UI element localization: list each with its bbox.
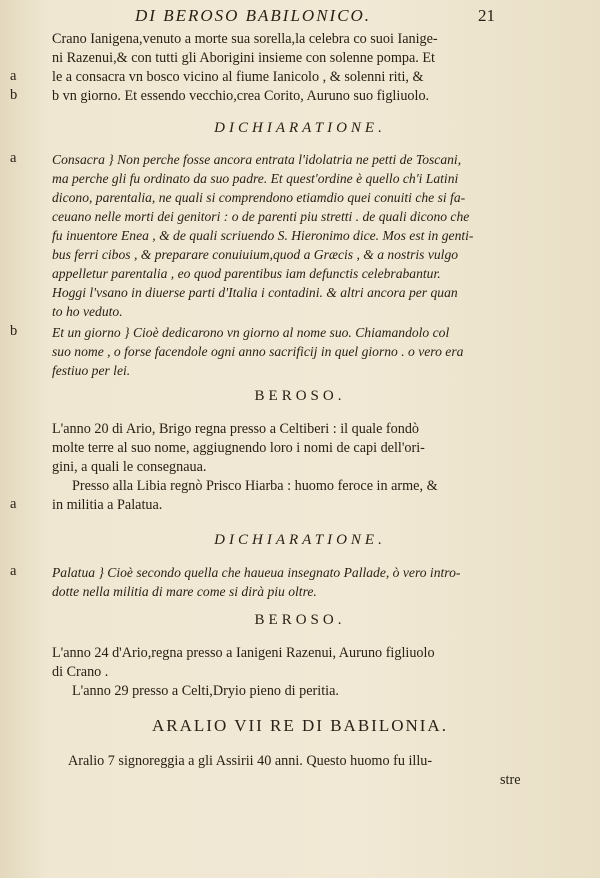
text-line: in militia a Palatua. [52,497,163,513]
text-line: Consacra } Non perche fosse ancora entrata l'idolatria ne petti de Toscani, [52,152,462,167]
text-line: le a consacra vn bosco vicino al fiume Ianicolo , & solenni riti, & [52,69,424,85]
text-line: Presso alla Libia regnò Prisco Hiarba : huomo feroce in arme, & [72,478,438,494]
text-line: bus ferri cibos , & preparare conuiuium,quod a Græcis , & a nostris vulgo [52,247,459,262]
section-heading: DICHIARATIONE. [214,120,386,136]
catchword: stre [500,772,521,788]
text-line: Et un giorno } Cioè dedicarono vn giorno al nome suo. Chiamandolo col [52,325,450,340]
margin-note: a [10,496,17,512]
margin-note: a [10,68,17,84]
text-line: ni Razenui,& con tutti gli Aborigini insieme con solenne pompa. Et [52,50,435,66]
text-line: ma perche gli fu ordinato da suo padre. Et quest'ordine è quello ch'i Latini [52,171,459,186]
page-number: 21 [478,6,495,25]
margin-note: a [10,150,17,166]
section-heading: DICHIARATIONE. [214,532,386,548]
margin-note: b [10,323,18,339]
text-line: Hoggi l'vsano in diuerse parti d'Italia i contadini. & altri ancora per quan [52,285,458,300]
text-line: L'anno 24 d'Ario,regna presso a Ianigeni Razenui, Auruno figliuolo [52,645,435,661]
text-line: suo nome , o forse facendole ogni anno sacrificij in quel giorno . o vero era [52,344,464,359]
text-line: dotte nella militia di mare come si dirà piu oltre. [52,584,317,599]
section-heading: BEROSO. [254,612,346,628]
text-line: Aralio 7 signoreggia a gli Assirii 40 anni. Questo huomo fu illu- [68,753,433,769]
text-line: L'anno 29 presso a Celti,Dryio pieno di peritia. [72,683,339,699]
text-line: Crano Ianigena,venuto a morte sua sorella,la celebra co suoi Ianige- [52,31,438,47]
text-line: gini, a quali le consegnaua. [52,459,207,475]
text-line: appelletur parentalia , eo quod parentibus iam defunctis celebrabantur. [52,266,441,281]
running-head [0,6,600,28]
text-line: di Crano . [52,664,109,680]
section-heading: BEROSO. [254,388,346,404]
margin-note: a [10,563,17,579]
running-head-title: DI BEROSO BABILONICO. [135,6,372,25]
text-line: molte terre al suo nome, aggiugnendo loro i nomi de capi dell'ori- [52,440,425,456]
margin-note: b [10,87,18,103]
text-line: festiuo per lei. [52,363,131,378]
text-line: L'anno 20 di Ario, Brigo regna presso a Celtiberi : il quale fondò [52,421,420,437]
text-line: ceuano nelle morti dei genitori : o de parenti piu stretti . de quali dicono che [52,209,470,224]
text-line: b vn giorno. Et essendo vecchio,crea Corito, Auruno suo figliuolo. [52,88,430,104]
chapter-heading: ARALIO VII RE DI BABILONIA. [152,716,448,735]
text-line: to ho veduto. [52,304,123,319]
text-line: dicono, parentalia, ne quali si comprendono etiamdio quei conuiti che si fa- [52,190,466,205]
text-line: fu inuentore Enea , & de quali scriuendo S. Hieronimo dice. Mos est in genti- [52,228,474,243]
text-line: Palatua } Cioè secondo quella che haueua insegnato Pallade, ò vero intro- [52,565,461,580]
